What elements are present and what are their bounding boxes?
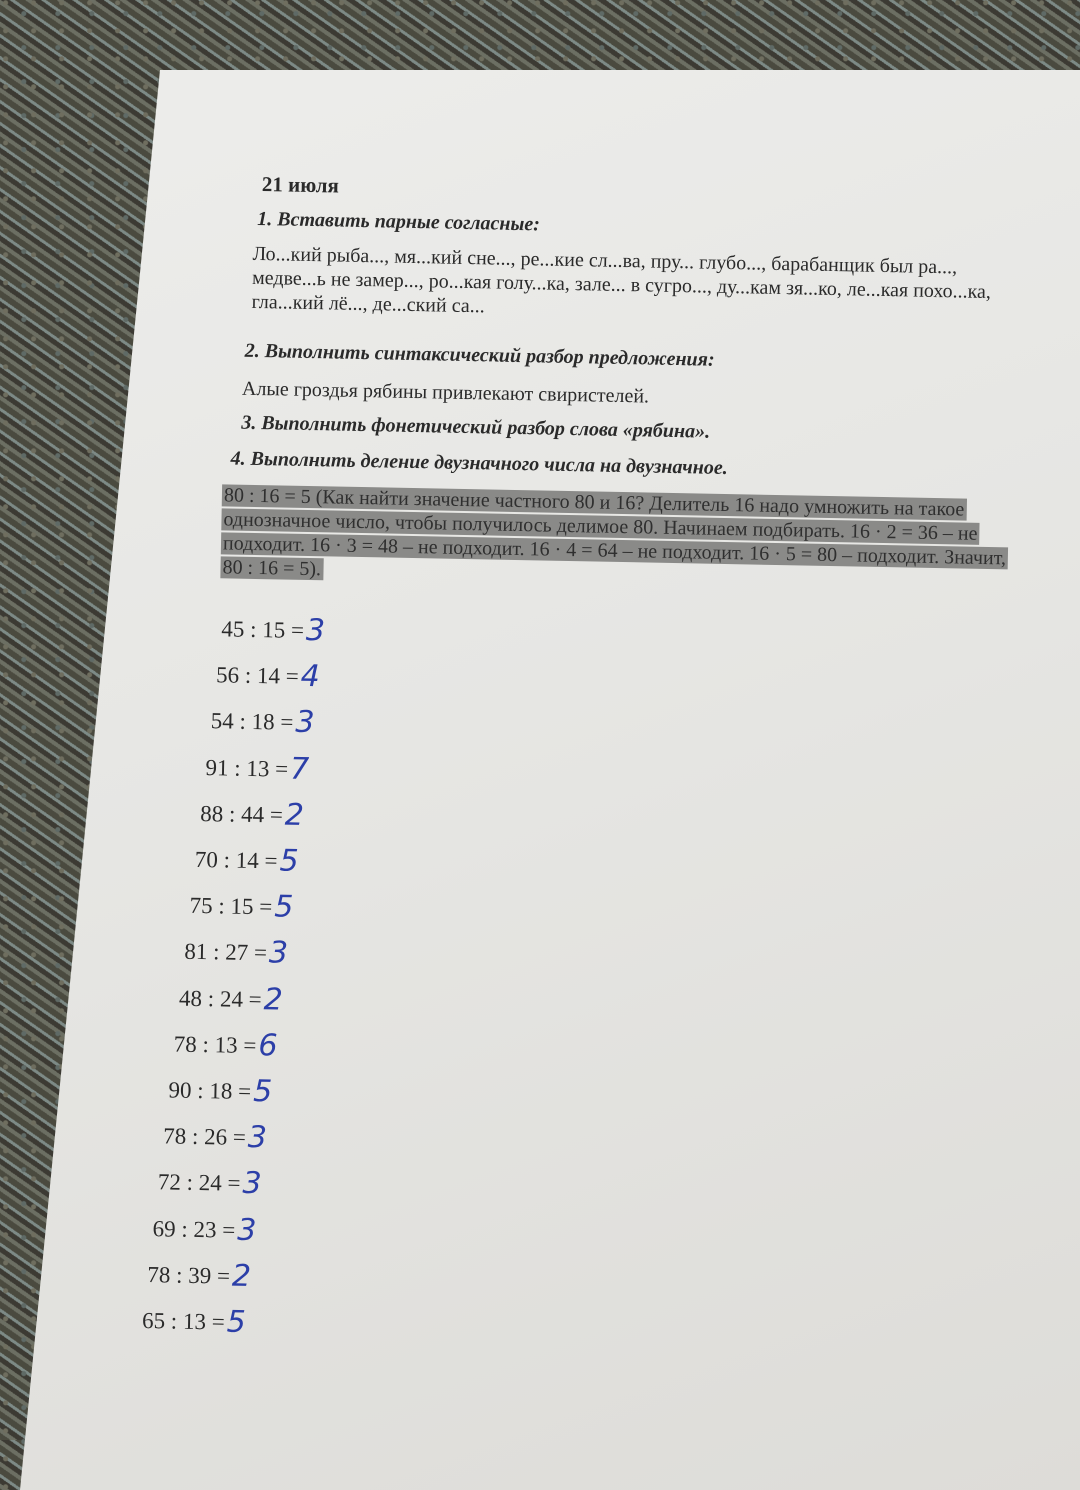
equation-expression: 69 : 23 =: [152, 1215, 236, 1243]
division-example-text: 80 : 16 = 5 (Как найти значение частного 80 и 16? Делитель 16 надо умножить на такое однозначное число, чтобы получилось делимое 80. Начинаем подбирать. 16 · 2 = 36 – не подходит. 16 · 3 = 48 – не подходит. 16 · 4 = 64 – не подходит. 16 · 5 = 80 – подходит. Значит, 80 : 16 = 5).: [222, 484, 1007, 581]
equation-expression: 81 : 27 =: [184, 939, 268, 966]
equation-expression: 78 : 39 =: [147, 1261, 231, 1289]
division-example: [220, 483, 1022, 594]
equation-expression: 75 : 15 =: [189, 892, 273, 920]
handwritten-answer: 3: [236, 1212, 257, 1248]
equation-expression: 91 : 13 =: [205, 754, 289, 782]
equation-row: [162, 1117, 268, 1156]
equation-expression: 70 : 14 =: [194, 846, 278, 874]
equation-row: [147, 1255, 252, 1294]
equation-expression: 88 : 44 =: [199, 800, 284, 828]
handwritten-answer: 3: [295, 705, 315, 741]
equation-expression: 48 : 24 =: [178, 985, 262, 1012]
handwritten-answer: 3: [247, 1120, 268, 1156]
handwritten-answer: 7: [289, 751, 310, 787]
handwritten-answer: 2: [284, 797, 305, 833]
equation-row: [221, 609, 326, 649]
equation-row: [168, 1070, 273, 1110]
handwritten-answer: 3: [242, 1166, 262, 1202]
equation-row: [199, 794, 305, 833]
handwritten-answer: 3: [268, 935, 289, 972]
task-4-heading: 4. Выполнить деление двузначного числа на двузначное.: [230, 447, 728, 480]
handwritten-answer: 6: [258, 1027, 278, 1064]
equation-row: [215, 655, 321, 695]
task-2-heading: 2. Выполнить синтаксический разбор предложения:: [244, 339, 715, 371]
equation-row: [173, 1024, 278, 1064]
equation-row: [189, 886, 294, 925]
equation-expression: 65 : 13 =: [141, 1307, 225, 1335]
task-1-heading: 1. Вставить парные согласные:: [257, 207, 541, 236]
handwritten-answer: 3: [305, 612, 326, 649]
handwritten-answer: 5: [279, 843, 299, 879]
task-1-text: Ло...кий рыба..., мя...кий сне..., ре...кие сл...ва, пру... глубо..., барабанщик был ра..., медве...ь не замер..., ро...кая голу...ка, зале... в сугро..., ду...кам зя...ко, ле...кая похо...ка, гла...кий лё..., де...ский са...: [251, 242, 992, 318]
equation-expression: 54 : 18 =: [210, 708, 294, 736]
handwritten-answer: 4: [300, 659, 321, 695]
handwritten-answer: 5: [273, 889, 294, 925]
task-2-sentence: Алые гроздья рябины привлекают свиристелей.: [241, 377, 650, 408]
worksheet-date: 21 июля: [261, 172, 340, 198]
equation-expression: 45 : 15 =: [221, 616, 305, 643]
equation-expression: 90 : 18 =: [168, 1077, 252, 1104]
handwritten-answer: 2: [231, 1258, 252, 1294]
equation-row: [205, 748, 310, 787]
equation-expression: 56 : 14 =: [215, 662, 299, 690]
handwritten-answer: 5: [252, 1074, 273, 1110]
equation-row: [194, 840, 299, 879]
handwritten-answer: 2: [263, 981, 284, 1018]
equation-row: [141, 1301, 247, 1340]
handwritten-answer: 5: [226, 1304, 247, 1340]
equation-row: [152, 1209, 257, 1248]
equation-expression: 78 : 13 =: [173, 1031, 257, 1058]
task-3-heading: 3. Выполнить фонетический разбор слова «рябина».: [241, 411, 711, 443]
equation-expression: 78 : 26 =: [162, 1123, 247, 1151]
equation-row: [210, 702, 315, 741]
equation-row: [157, 1163, 262, 1202]
equation-expression: 72 : 24 =: [157, 1169, 241, 1197]
equation-row: [178, 978, 284, 1018]
equation-row: [184, 932, 289, 972]
